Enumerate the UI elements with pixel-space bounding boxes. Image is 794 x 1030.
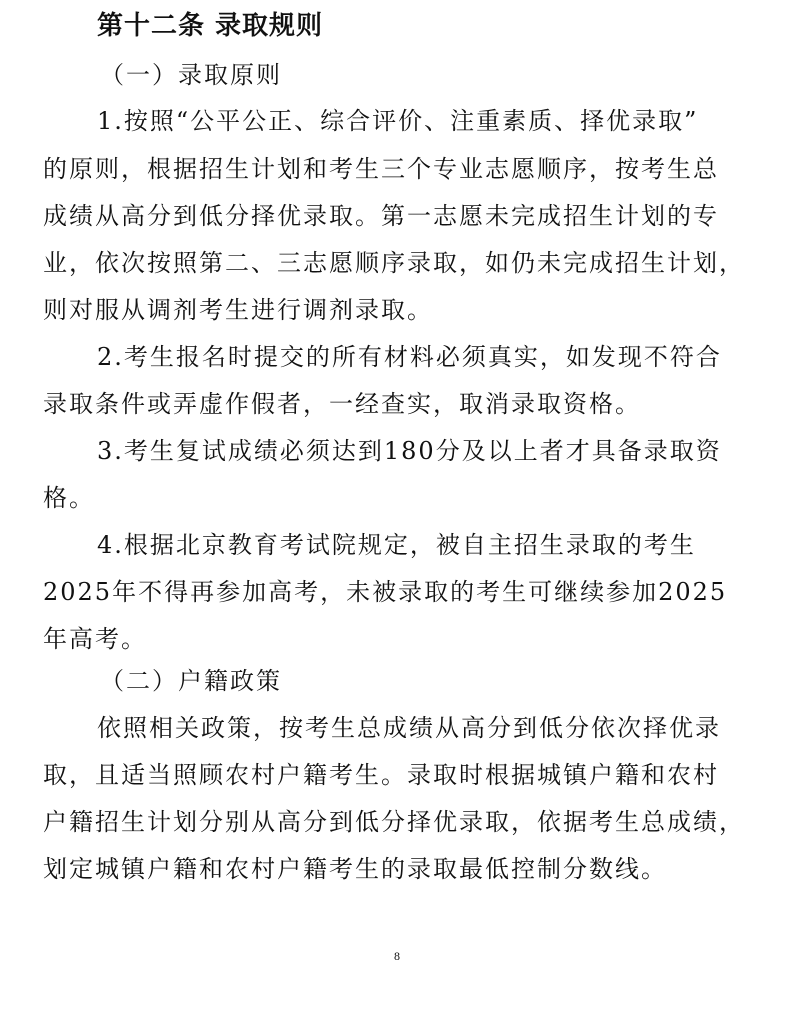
page-number: 8 [394,949,400,963]
subheading-household-registration-policy: （二）户籍政策 [100,667,282,695]
paragraph-line: 录取条件或弄虚作假者，一经查实，取消录取资格。 [43,390,641,418]
paragraph-line: 取，且适当照顾农村户籍考生。录取时根据城镇户籍和农村 [43,761,719,789]
paragraph-line: 的原则，根据招生计划和考生三个专业志愿顺序，按考生总 [43,155,719,183]
paragraph-line: 格。 [43,484,95,512]
paragraph-line: 1.按照“公平公正、综合评价、注重素质、择优录取” [97,107,699,135]
paragraph-line: 划定城镇户籍和农村户籍考生的录取最低控制分数线。 [43,855,667,883]
paragraph-line: 成绩从高分到低分择优录取。第一志愿未完成招生计划的专 [43,202,719,230]
paragraph-line: 户籍招生计划分别从高分到低分择优录取，依据考生总成绩， [43,808,745,836]
paragraph-line: 年高考。 [43,625,147,653]
paragraph-line: 则对服从调剂考生进行调剂录取。 [43,296,433,324]
paragraph-line: 2.考生报名时提交的所有材料必须真实，如发现不符合 [97,343,722,371]
article-heading: 第十二条 录取规则 [97,11,324,41]
paragraph-line: 业，依次按照第二、三志愿顺序录取，如仍未完成招生计划， [43,249,745,277]
subheading-admission-principles: （一）录取原则 [100,61,282,89]
paragraph-line: 3.考生复试成绩必须达到180分及以上者才具备录取资 [97,437,722,465]
paragraph-line: 4.根据北京教育考试院规定，被自主招生录取的考生 [97,531,696,559]
paragraph-line: 2025年不得再参加高考，未被录取的考生可继续参加2025 [43,578,728,606]
paragraph-line: 依照相关政策，按考生总成绩从高分到低分依次择优录 [97,714,721,742]
